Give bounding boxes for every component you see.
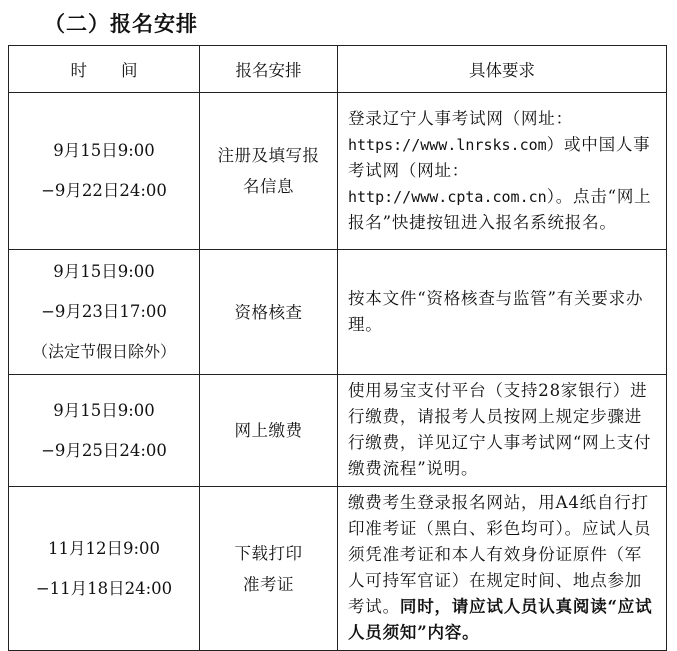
time-cell [9, 250, 200, 375]
time-cell [9, 487, 200, 651]
time-end: −9月22日24:00 [41, 181, 167, 200]
item-cell [200, 250, 338, 375]
time-start: 9月15日9:00 [53, 400, 155, 420]
item-label-line2: 名信息 [243, 177, 294, 196]
time-end: −9月25日24:00 [41, 440, 167, 460]
website-url-cpta: http://www.cpta.com.cn [348, 187, 547, 206]
item-label-line1: 资格核查 [234, 302, 303, 322]
table-row [9, 250, 667, 375]
table-row [9, 487, 667, 651]
header-item: 报名安排 [200, 46, 338, 93]
time-cell [9, 93, 200, 250]
time-note: （法定节假日除外） [31, 342, 176, 361]
item-label-line1: 网上缴费 [234, 421, 303, 440]
table-row [9, 375, 667, 487]
header-requirements: 具体要求 [338, 46, 667, 93]
section-heading: （二）报名安排 [44, 11, 198, 36]
requirements-bold-notice: 同时，请应试人员认真阅读“应试人员须知”内容。 [348, 597, 653, 642]
item-cell [200, 375, 338, 487]
requirements-text: ）。点击“网上报名”快捷按钮进入报名系统报名。 [348, 186, 652, 232]
time-start: 9月15日9:00 [53, 262, 155, 281]
time-end: −11月18日24:00 [35, 578, 173, 598]
requirements-cell [338, 375, 667, 487]
requirements-cell [338, 93, 667, 250]
header-time-char1: 时 [70, 61, 87, 80]
requirements-cell [338, 487, 667, 651]
time-end: −9月23日17:00 [41, 302, 167, 321]
item-cell [200, 487, 338, 651]
requirements-cell [338, 250, 667, 375]
table-row [9, 93, 667, 250]
item-label-line2: 准考证 [243, 574, 294, 594]
time-start: 9月15日9:00 [53, 141, 155, 160]
requirements-text: 使用易宝支付平台（支持28家银行）进行缴费，请报考人员按网上规定步骤进行缴费，详见辽宁人事考试网“网上支付缴费流程”说明。 [348, 381, 652, 478]
item-label-line1: 下载打印 [234, 543, 303, 563]
item-cell [200, 93, 338, 250]
requirements-text: 按本文件“资格核查与监管”有关要求办理。 [348, 288, 644, 334]
requirements-text: 登录辽宁人事考试网（网址： [348, 108, 573, 128]
header-time [9, 46, 200, 93]
website-url-lnrsks: https://www.lnrsks.com [348, 135, 547, 154]
registration-schedule-table [8, 45, 667, 651]
header-time-char2: 间 [121, 61, 138, 80]
time-start: 11月12日9:00 [47, 538, 161, 558]
table-header-row [9, 46, 667, 93]
requirements-text: 缴费考生登录报名网站，用A4纸自行打印准考证（黑白、彩色均可）。应试人员须凭准考证和本人有效身份证原件（军人可持军官证）在规定时间、地点参加考试。 [348, 493, 652, 616]
time-cell [9, 375, 200, 487]
item-label-line1: 注册及填写报 [217, 146, 320, 165]
requirements-text: ）或中国人事考试网（网址： [348, 134, 651, 180]
